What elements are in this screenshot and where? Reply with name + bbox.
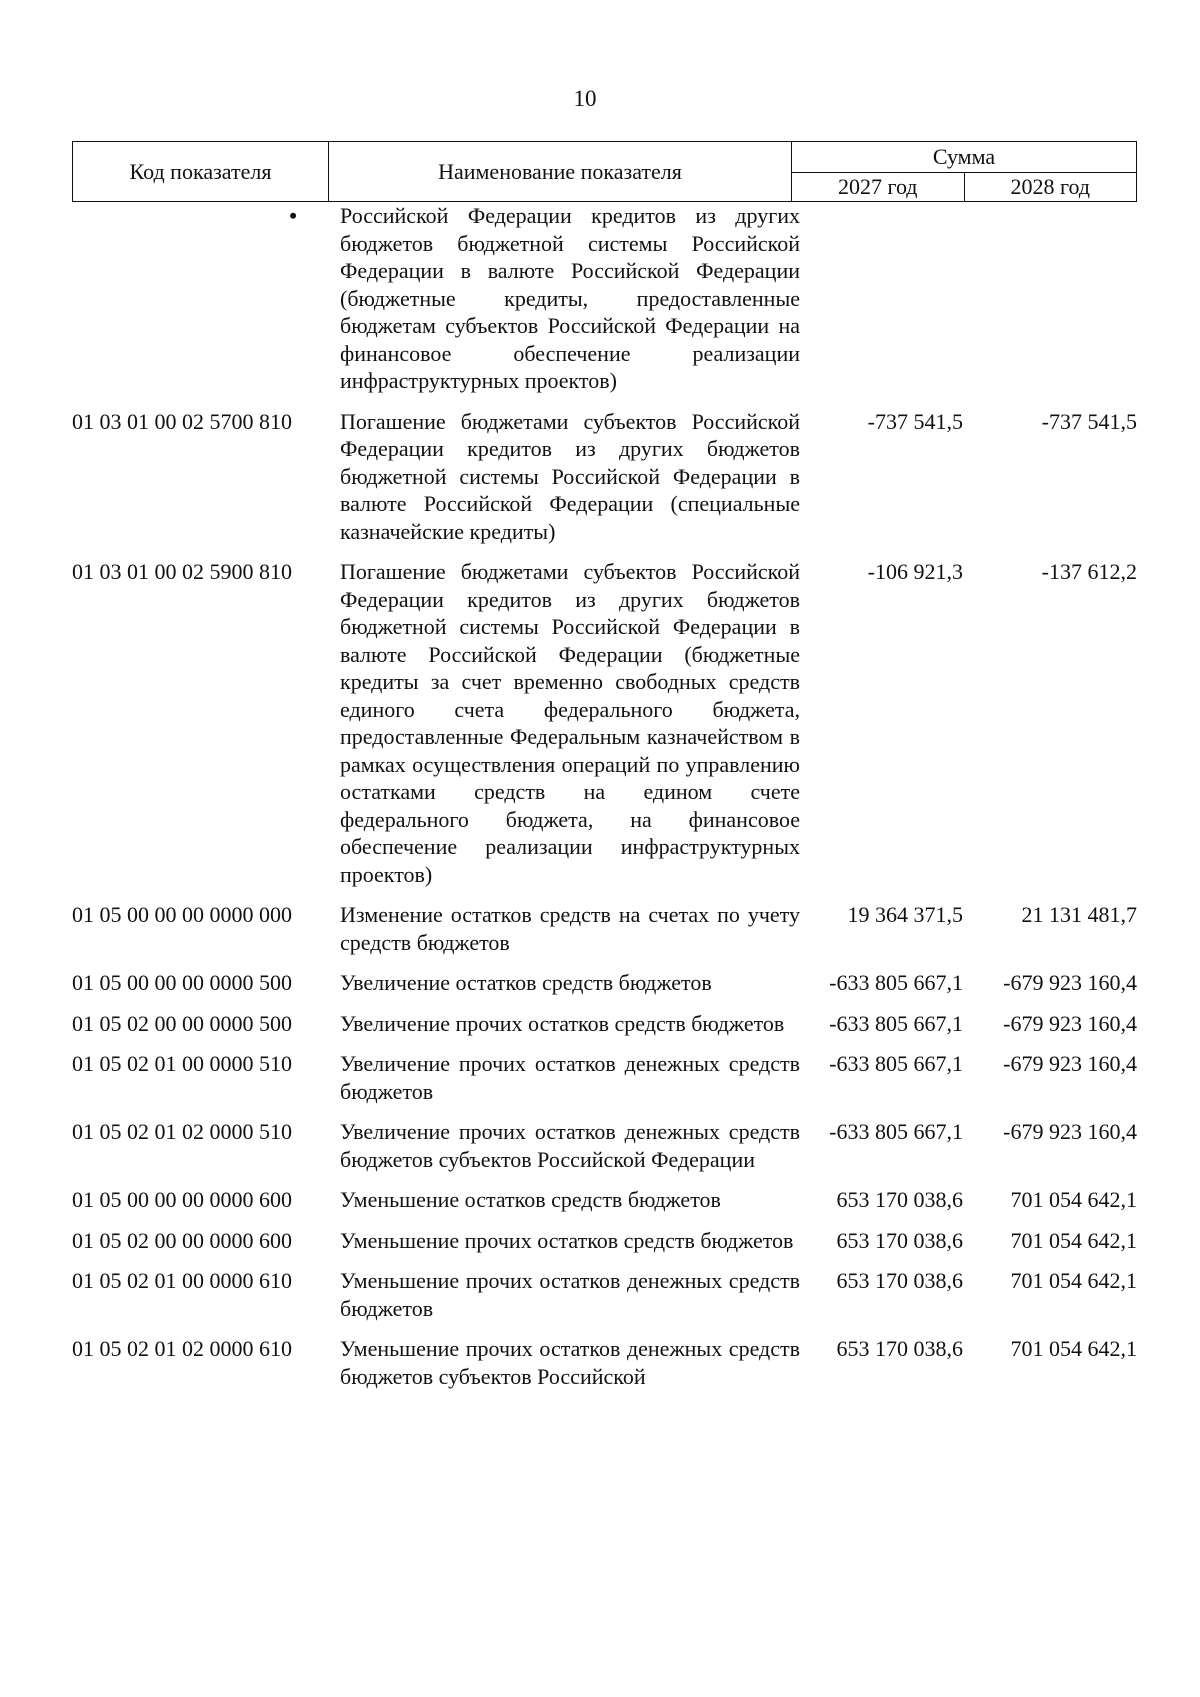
row-value-2027: 653 170 038,6 [836,1187,963,1212]
row-name: Уменьшение прочих остатков денежных средств бюджетов субъектов Российской [340,1336,800,1389]
table-row [72,558,1137,888]
row-code: 01 05 00 00 00 0000 500 [72,970,292,995]
row-value-2027: 653 170 038,6 [836,1336,963,1361]
row-name: Увеличение прочих остатков денежных средств бюджетов субъектов Российской Федерации [340,1119,800,1172]
row-name: Погашение бюджетами субъектов Российской Федерации кредитов из других бюджетов бюджетной системы Российской Федерации в валюте Российской Федерации (специальные казначейские кредиты) [340,408,800,544]
row-value-2027: 653 170 038,6 [836,1227,963,1253]
row-value-2028: 701 054 642,1 [1010,1336,1137,1361]
table-row [72,969,1137,997]
row-value-2028: 701 054 642,1 [1010,1227,1137,1253]
table-row [72,1010,1137,1038]
row-name: Российской Федерации кредитов из других бюджетов бюджетной системы Российской Федерации в валюте Российской Федерации (бюджетные кредиты, предоставленные бюджетам субъектов Российской Федерации на финансовое обеспечение реализации инфраструктурных проектов) [340,203,800,393]
row-code: 01 05 02 01 00 0000 510 [72,1051,292,1076]
header-year-2027: 2027 год [792,172,965,202]
row-value-2028: -137 612,2 [1041,559,1137,584]
row-name: Увеличение прочих остатков денежных средств бюджетов [340,1051,800,1104]
row-value-2027: -633 805 667,1 [829,1119,963,1144]
row-value-2028: -679 923 160,4 [1003,1010,1137,1036]
table-row [72,202,1137,395]
row-name: Погашение бюджетами субъектов Российской Федерации кредитов из других бюджетов бюджетной системы Российской Федерации в валюте Российской Федерации (бюджетные кредиты за счет временно свободных средств единого счета федерального бюджета, предоставленные Федеральным казначейством в рамках осуществления операций по управлению остатками средств на едином счете федерального бюджета, на финансовое обеспечение реализации инфраструктурных проектов) [340,559,800,887]
row-value-2028: 701 054 642,1 [1010,1268,1137,1293]
page-number: 10 [573,86,597,111]
row-value-2028: -679 923 160,4 [1003,1051,1137,1076]
header-name: Наименование показателя [329,142,792,202]
row-value-2027: -633 805 667,1 [829,970,963,995]
table-row [72,1186,1137,1214]
row-value-2027: -737 541,5 [867,408,963,434]
row-value-2027: 653 170 038,6 [836,1268,963,1293]
header-year-2028: 2028 год [964,172,1137,202]
row-value-2028: -679 923 160,4 [1003,970,1137,995]
table-row [72,1050,1137,1105]
row-value-2028: 701 054 642,1 [1010,1187,1137,1212]
row-name: Увеличение прочих остатков средств бюджетов [340,1010,785,1036]
row-code: 01 03 01 00 02 5700 810 [72,408,292,434]
table-header [72,141,1137,202]
row-value-2027: -633 805 667,1 [829,1010,963,1036]
row-code: 01 03 01 00 02 5900 810 [72,559,292,584]
table-row [72,1335,1137,1390]
row-value-2027: 19 364 371,5 [847,902,963,927]
table-row [72,408,1137,546]
header-code: Код показателя [73,142,329,202]
row-value-2028: -737 541,5 [1041,408,1137,434]
row-code: 01 05 02 00 00 0000 500 [72,1010,292,1036]
header-sum: Сумма [792,142,1137,173]
row-value-2028: -679 923 160,4 [1003,1119,1137,1144]
row-value-2027: -106 921,3 [867,559,963,584]
row-value-2027: -633 805 667,1 [829,1051,963,1076]
row-code: 01 05 02 01 00 0000 610 [72,1268,292,1293]
row-code: 01 05 00 00 00 0000 600 [72,1187,292,1212]
row-code: 01 05 00 00 00 0000 000 [72,902,292,927]
row-name: Уменьшение прочих остатков денежных средств бюджетов [340,1268,800,1321]
table-body [72,202,1137,1403]
row-name: Увеличение остатков средств бюджетов [340,970,712,995]
table-row [72,1267,1137,1322]
table-row [72,1118,1137,1173]
row-code [72,202,327,230]
table-row [72,1227,1137,1255]
row-code: 01 05 02 01 02 0000 510 [72,1119,292,1144]
table-row [72,901,1137,956]
row-code: 01 05 02 01 02 0000 610 [72,1336,292,1361]
row-name: Изменение остатков средств на счетах по учету средств бюджетов [340,902,800,955]
continuation-mark: • [289,203,297,228]
row-name: Уменьшение прочих остатков средств бюджетов [340,1227,794,1253]
row-value-2028: 21 131 481,7 [1021,902,1137,927]
row-name: Уменьшение остатков средств бюджетов [340,1187,721,1212]
row-code: 01 05 02 00 00 0000 600 [72,1227,292,1253]
